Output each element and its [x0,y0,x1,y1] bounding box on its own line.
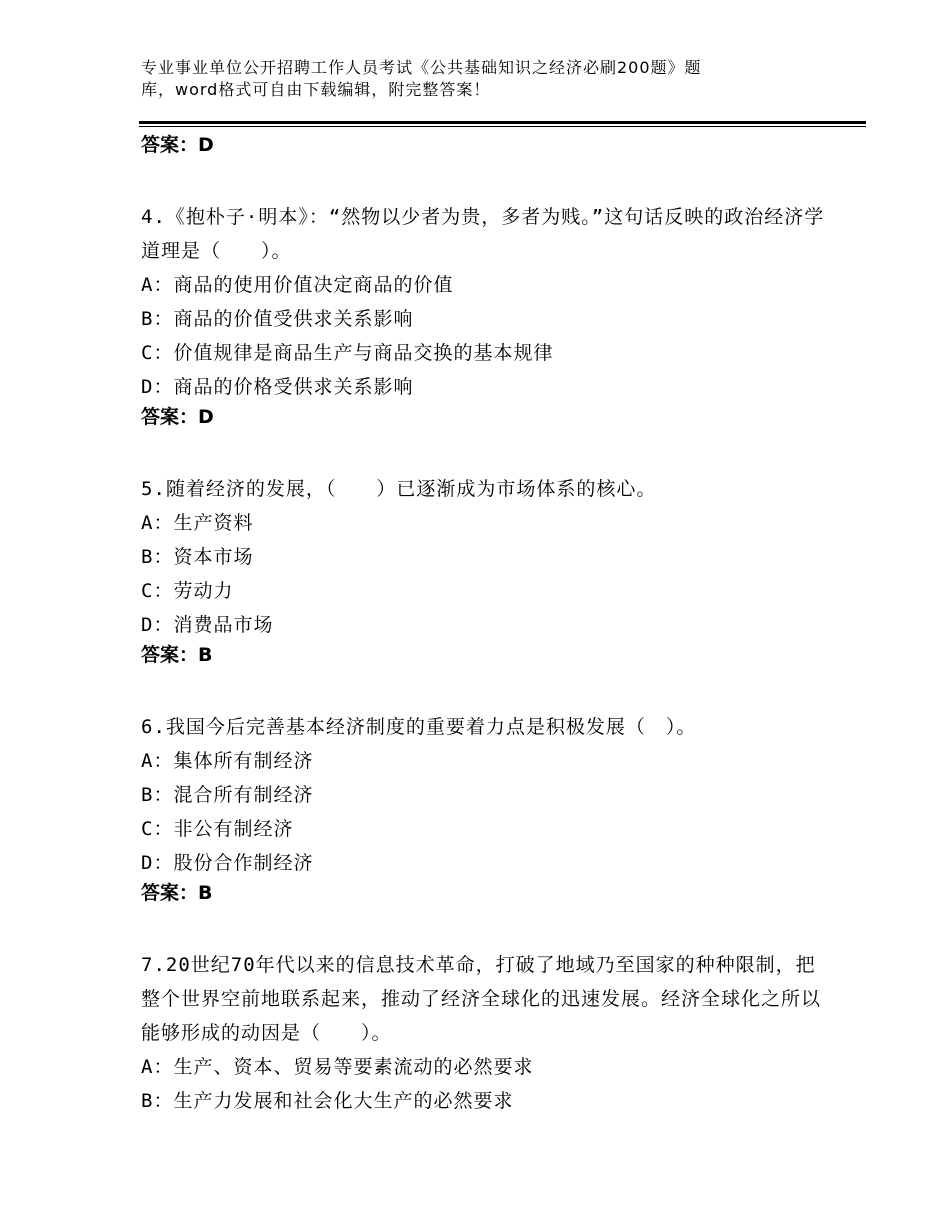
option-c: C：价值规律是商品生产与商品交换的基本规律 [141,342,554,364]
option-d: D：消费品市场 [141,614,274,636]
question-stem: 7.20世纪70年代以来的信息技术革命，打破了地域乃至国家的种种限制，把整个世界空前地联系起来，推动了经济全球化的迅速发展。经济全球化之所以能够形成的动因是（ ）。 [141,954,822,1044]
option-c: C：非公有制经济 [141,818,294,840]
question-4 [141,200,831,430]
option-a: A：生产、资本、贸易等要素流动的必然要求 [141,1056,534,1078]
option-a: A：生产资料 [141,512,254,534]
option-b: B：生产力发展和社会化大生产的必然要求 [141,1090,514,1112]
document-header [141,57,841,101]
question-7 [141,948,831,1118]
answer-prev: 答案：D [141,134,214,156]
answer: 答案：B [141,644,213,666]
question-stem: 6.我国今后完善基本经济制度的重要着力点是积极发展（ ）。 [141,716,697,738]
question-stem: 4.《抱朴子·明本》：“然物以少者为贵，多者为贱。”这句话反映的政治经济学道理是（ ）。 [141,206,825,262]
header-rule-thin [139,126,866,127]
option-d: D：股份合作制经济 [141,852,314,874]
question-stem: 5.随着经济的发展，（ ）已逐渐成为市场体系的核心。 [141,478,657,500]
answer: 答案：D [141,406,214,428]
option-a: A：集体所有制经济 [141,750,314,772]
header-line-1: 专业事业单位公开招聘工作人员考试《公共基础知识之经济必刷200题》题 [141,58,702,77]
header-line-2: 库，word格式可自由下载编辑，附完整答案！ [141,80,491,99]
option-a: A：商品的使用价值决定商品的价值 [141,274,454,296]
option-b: B：混合所有制经济 [141,784,314,806]
option-d: D：商品的价格受供求关系影响 [141,376,414,398]
header-rule-thick [139,121,866,124]
option-b: B：商品的价值受供求关系影响 [141,308,414,330]
question-6 [141,710,831,906]
answer: 答案：B [141,882,213,904]
document-body [141,130,831,1118]
option-b: B：资本市场 [141,546,254,568]
question-5 [141,472,831,668]
option-c: C：劳动力 [141,580,234,602]
